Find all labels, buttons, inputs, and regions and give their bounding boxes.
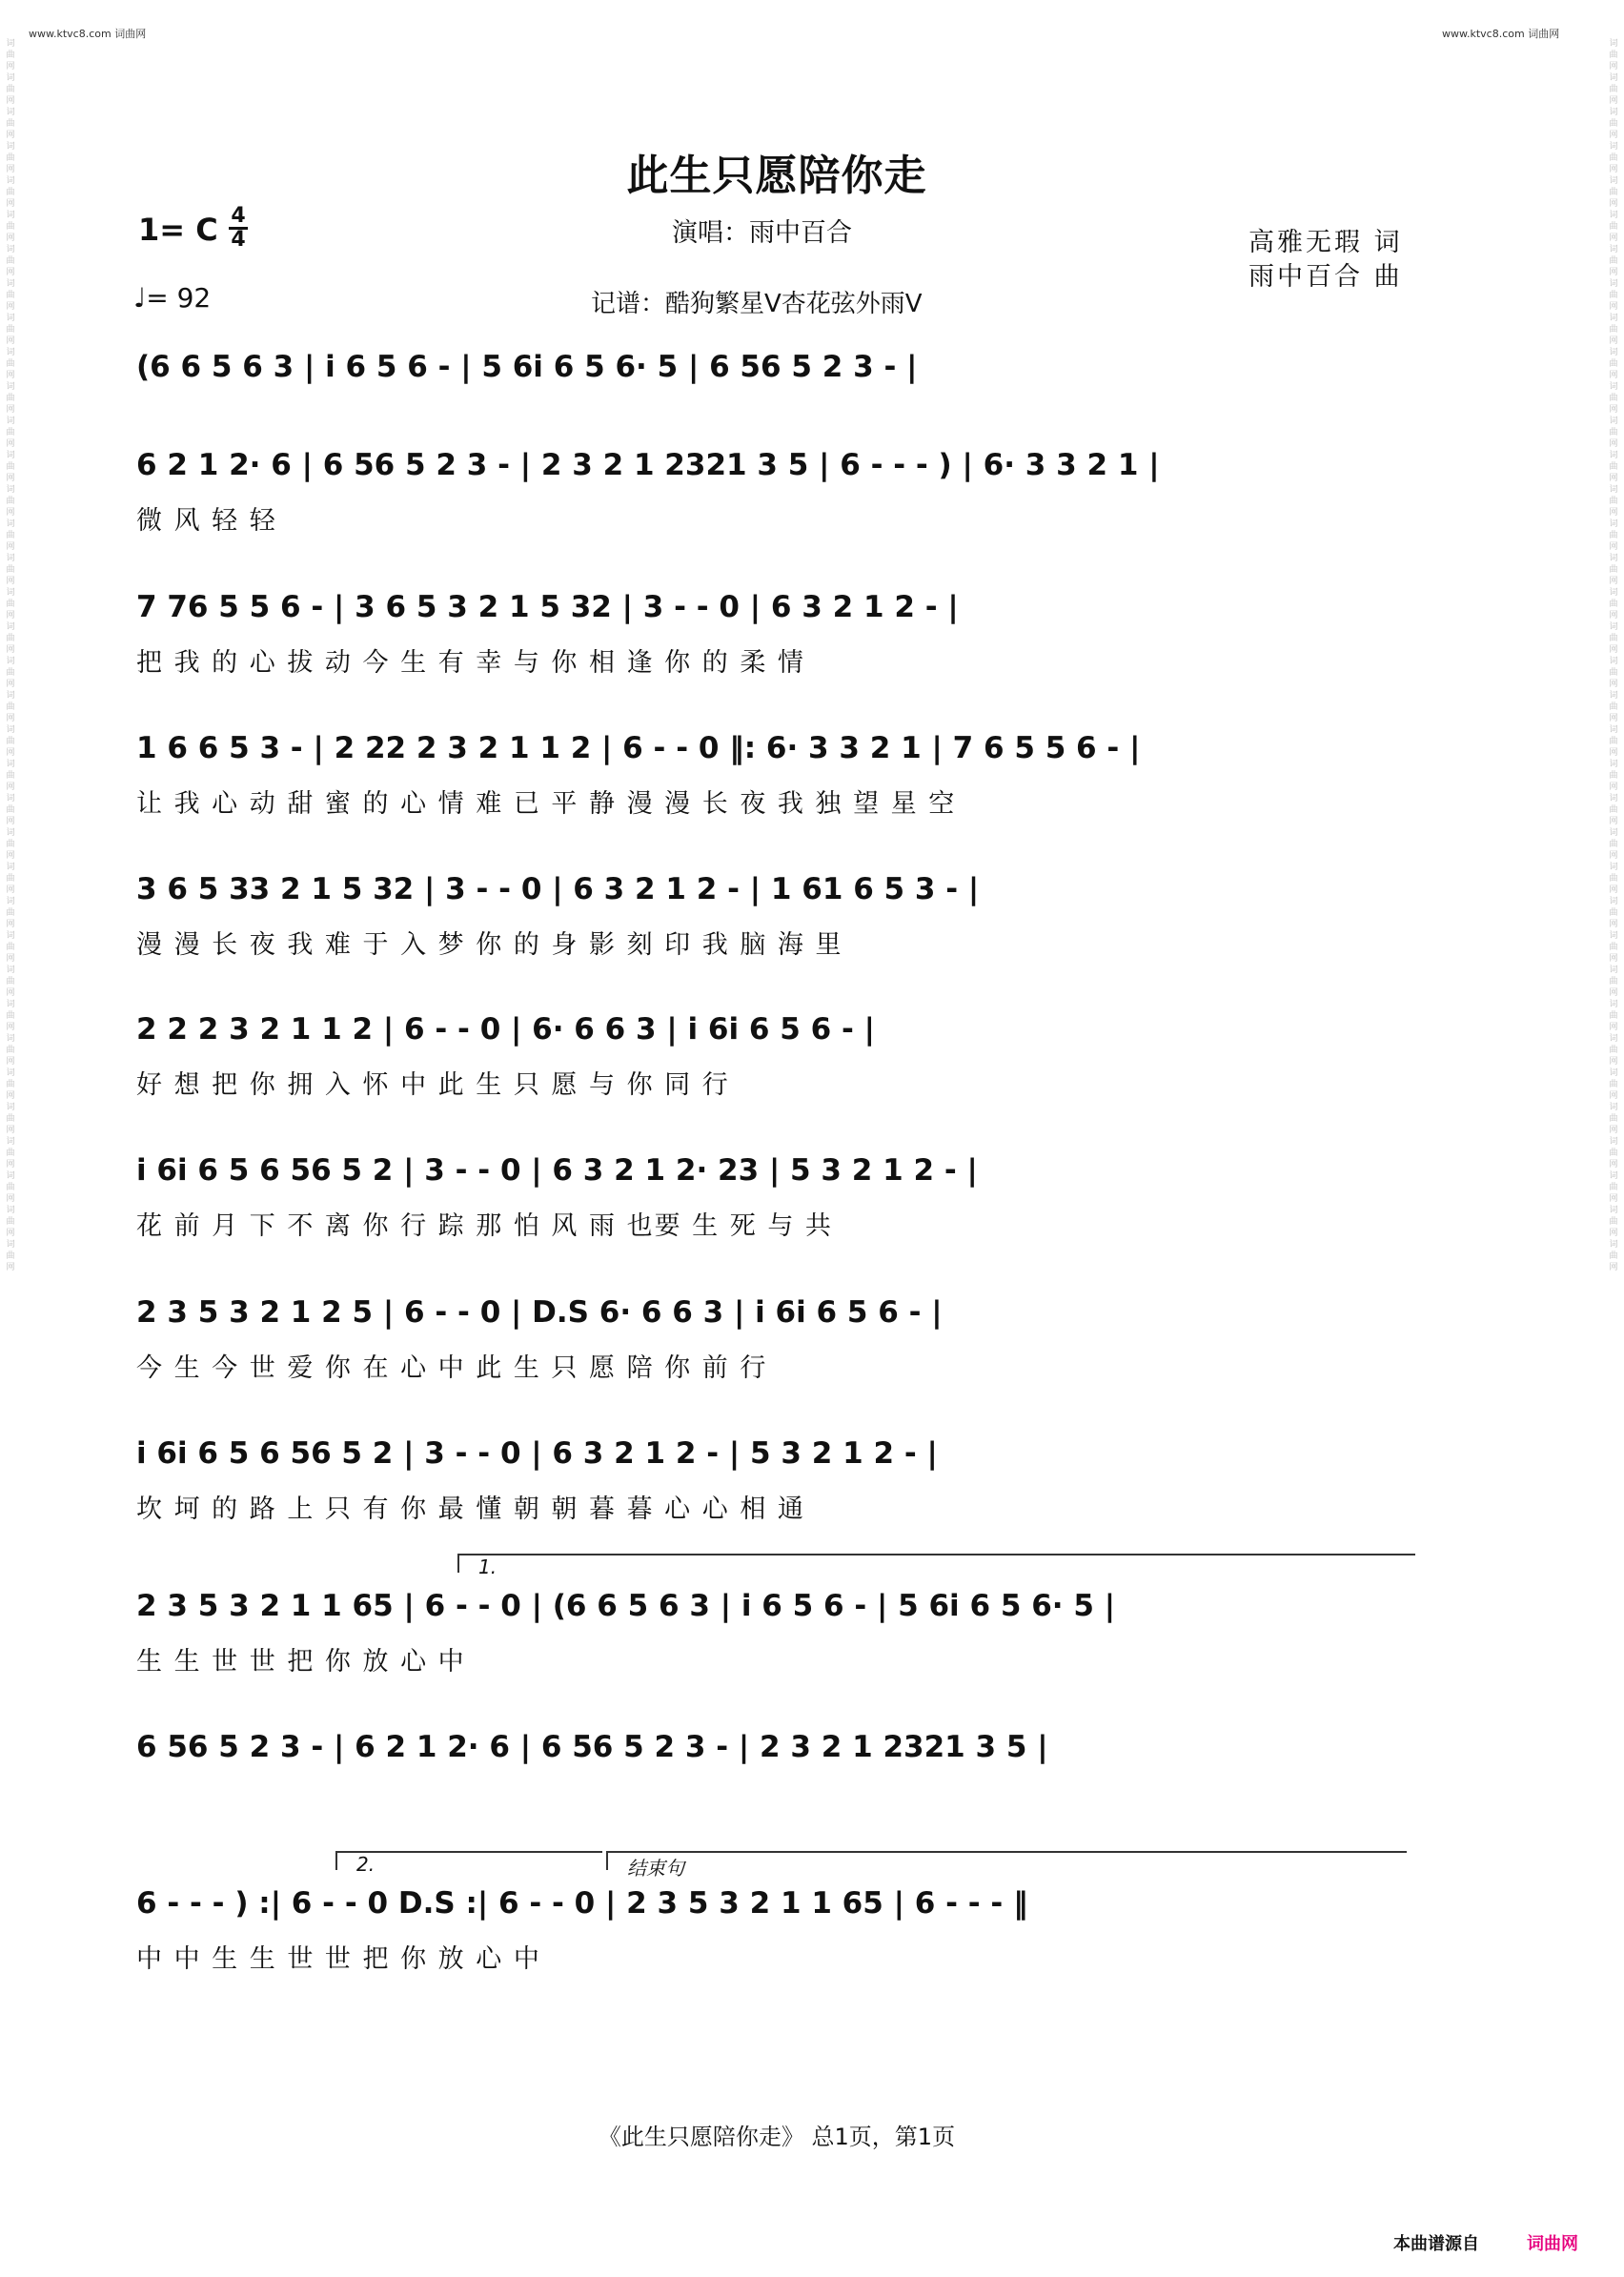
notation-line: 6 56 5 2 3 - | 6 2 1 2· 6 | 6 56 5 2 3 - | 2 3 2 1 2321 3 5 | (136, 1730, 1048, 1764)
lyrics-line: 漫 漫 长 夜 我 难 于 入 梦 你 的 身 影 刻 印 我 脑 海 里 (136, 929, 843, 960)
key-signature: 1= C (138, 212, 218, 248)
tempo-marking: ♩= 92 (133, 282, 212, 314)
notation-line: 6 2 1 2· 6 | 6 56 5 2 3 - | 2 3 2 1 2321 3 5 | 6 - - - ) | 6· 3 3 2 1 | (136, 448, 1160, 482)
notation-line: 3 6 5 33 2 1 5 32 | 3 - - 0 | 6 3 2 1 2 - | 1 61 6 5 3 - | (136, 872, 980, 906)
notation-line: 1 6 6 5 3 - | 2 22 2 3 2 1 1 2 | 6 - - 0 ‖: 6· 3 3 2 1 | 7 6 5 5 6 - | (136, 731, 1141, 765)
notation-line: i 6i 6 5 6 56 5 2 | 3 - - 0 | 6 3 2 1 2 - | 5 3 2 1 2 - | (136, 1436, 938, 1471)
coda-ending-bracket: 结束句 (606, 1851, 1407, 1870)
notation-line: 2 2 2 3 2 1 1 2 | 6 - - 0 | 6· 6 6 3 | i 6i 6 5 6 - | (136, 1012, 875, 1047)
lyrics-line: 生 生 世 世 把 你 放 心 中 (136, 1646, 466, 1677)
page-footer: 《此生只愿陪你走》 总1页，第1页 (598, 2124, 956, 2150)
composer-credit: 雨中百合 曲 (1248, 262, 1403, 292)
source-credit-brand[interactable]: 词曲网 (1527, 2234, 1578, 2254)
lyrics-line: 今 生 今 世 爱 你 在 心 中 此 生 只 愿 陪 你 前 行 (136, 1352, 768, 1383)
watermark-left: 词曲网词曲网词曲网词曲网词曲网词曲网词曲网词曲网词曲网词曲网词曲网词曲网词曲网词曲网词曲网词曲网词曲网词曲网词曲网词曲网词曲网词曲网词曲网词曲网词曲网词曲网词曲网词曲网词曲网词曲网词曲网词曲网词曲网词曲网词曲网词曲网 (6, 39, 15, 1272)
notation-line: 2 3 5 3 2 1 2 5 | 6 - - 0 | D.S 6· 6 6 3 | i 6i 6 5 6 - | (136, 1295, 943, 1330)
notation-line: i 6i 6 5 6 56 5 2 | 3 - - 0 | 6 3 2 1 2· 23 | 5 3 2 1 2 - | (136, 1153, 978, 1188)
lyrics-line: 中 中 生 生 世 世 把 你 放 心 中 (136, 1943, 541, 1974)
song-title: 此生只愿陪你走 (626, 152, 927, 200)
source-credit-label: 本曲谱源自 (1393, 2234, 1479, 2254)
time-signature-top: 4 (231, 204, 246, 228)
first-ending-bracket: 1. (457, 1554, 1415, 1573)
notation-line: 6 - - - ) :| 6 - - 0 D.S :| 6 - - 0 | 2 3 5 3 2 1 1 65 | 6 - - - ‖ (136, 1886, 1028, 1921)
lyrics-line: 微 风 轻 轻 (136, 505, 277, 536)
lyrics-line: 让 我 心 动 甜 蜜 的 心 情 难 已 平 静 漫 漫 长 夜 我 独 望 星 空 (136, 788, 957, 819)
second-ending-bracket: 2. (335, 1851, 602, 1870)
site-header-left: www.ktvc8.com 词曲网 (29, 28, 147, 40)
lyrics-line: 把 我 的 心 拔 动 今 生 有 幸 与 你 相 逢 你 的 柔 情 (136, 647, 805, 678)
notation-line: 2 3 5 3 2 1 1 65 | 6 - - 0 | (6 6 5 6 3 | i 6 5 6 - | 5 6i 6 5 6· 5 | (136, 1589, 1116, 1623)
lyrics-line: 花 前 月 下 不 离 你 行 踪 那 怕 风 雨 也要 生 死 与 共 (136, 1210, 833, 1241)
lyricist-credit: 高雅无瑕 词 (1248, 228, 1403, 257)
transcriber-credit: 记谱：酷狗繁星V杏花弦外雨V (591, 290, 923, 318)
site-header-right: www.ktvc8.com 词曲网 (1442, 28, 1560, 40)
lyrics-line: 坎 坷 的 路 上 只 有 你 最 懂 朝 朝 暮 暮 心 心 相 通 (136, 1494, 805, 1524)
lyrics-line: 好 想 把 你 拥 入 怀 中 此 生 只 愿 与 你 同 行 (136, 1069, 730, 1100)
watermark-right: 词曲网词曲网词曲网词曲网词曲网词曲网词曲网词曲网词曲网词曲网词曲网词曲网词曲网词曲网词曲网词曲网词曲网词曲网词曲网词曲网词曲网词曲网词曲网词曲网词曲网词曲网词曲网词曲网词曲网词曲网词曲网词曲网词曲网词曲网词曲网词曲网 (1609, 39, 1618, 1272)
source-credit (1393, 2230, 1578, 2255)
time-signature-bottom: 4 (231, 228, 246, 252)
notation-line: 7 76 5 5 6 - | 3 6 5 3 2 1 5 32 | 3 - - 0 | 6 3 2 1 2 - | (136, 590, 959, 624)
time-signature (229, 206, 248, 251)
notation-line: (6 6 5 6 3 | i 6 5 6 - | 5 6i 6 5 6· 5 | 6 56 5 2 3 - | (136, 350, 918, 384)
singer-credit: 演唱：雨中百合 (672, 218, 852, 248)
